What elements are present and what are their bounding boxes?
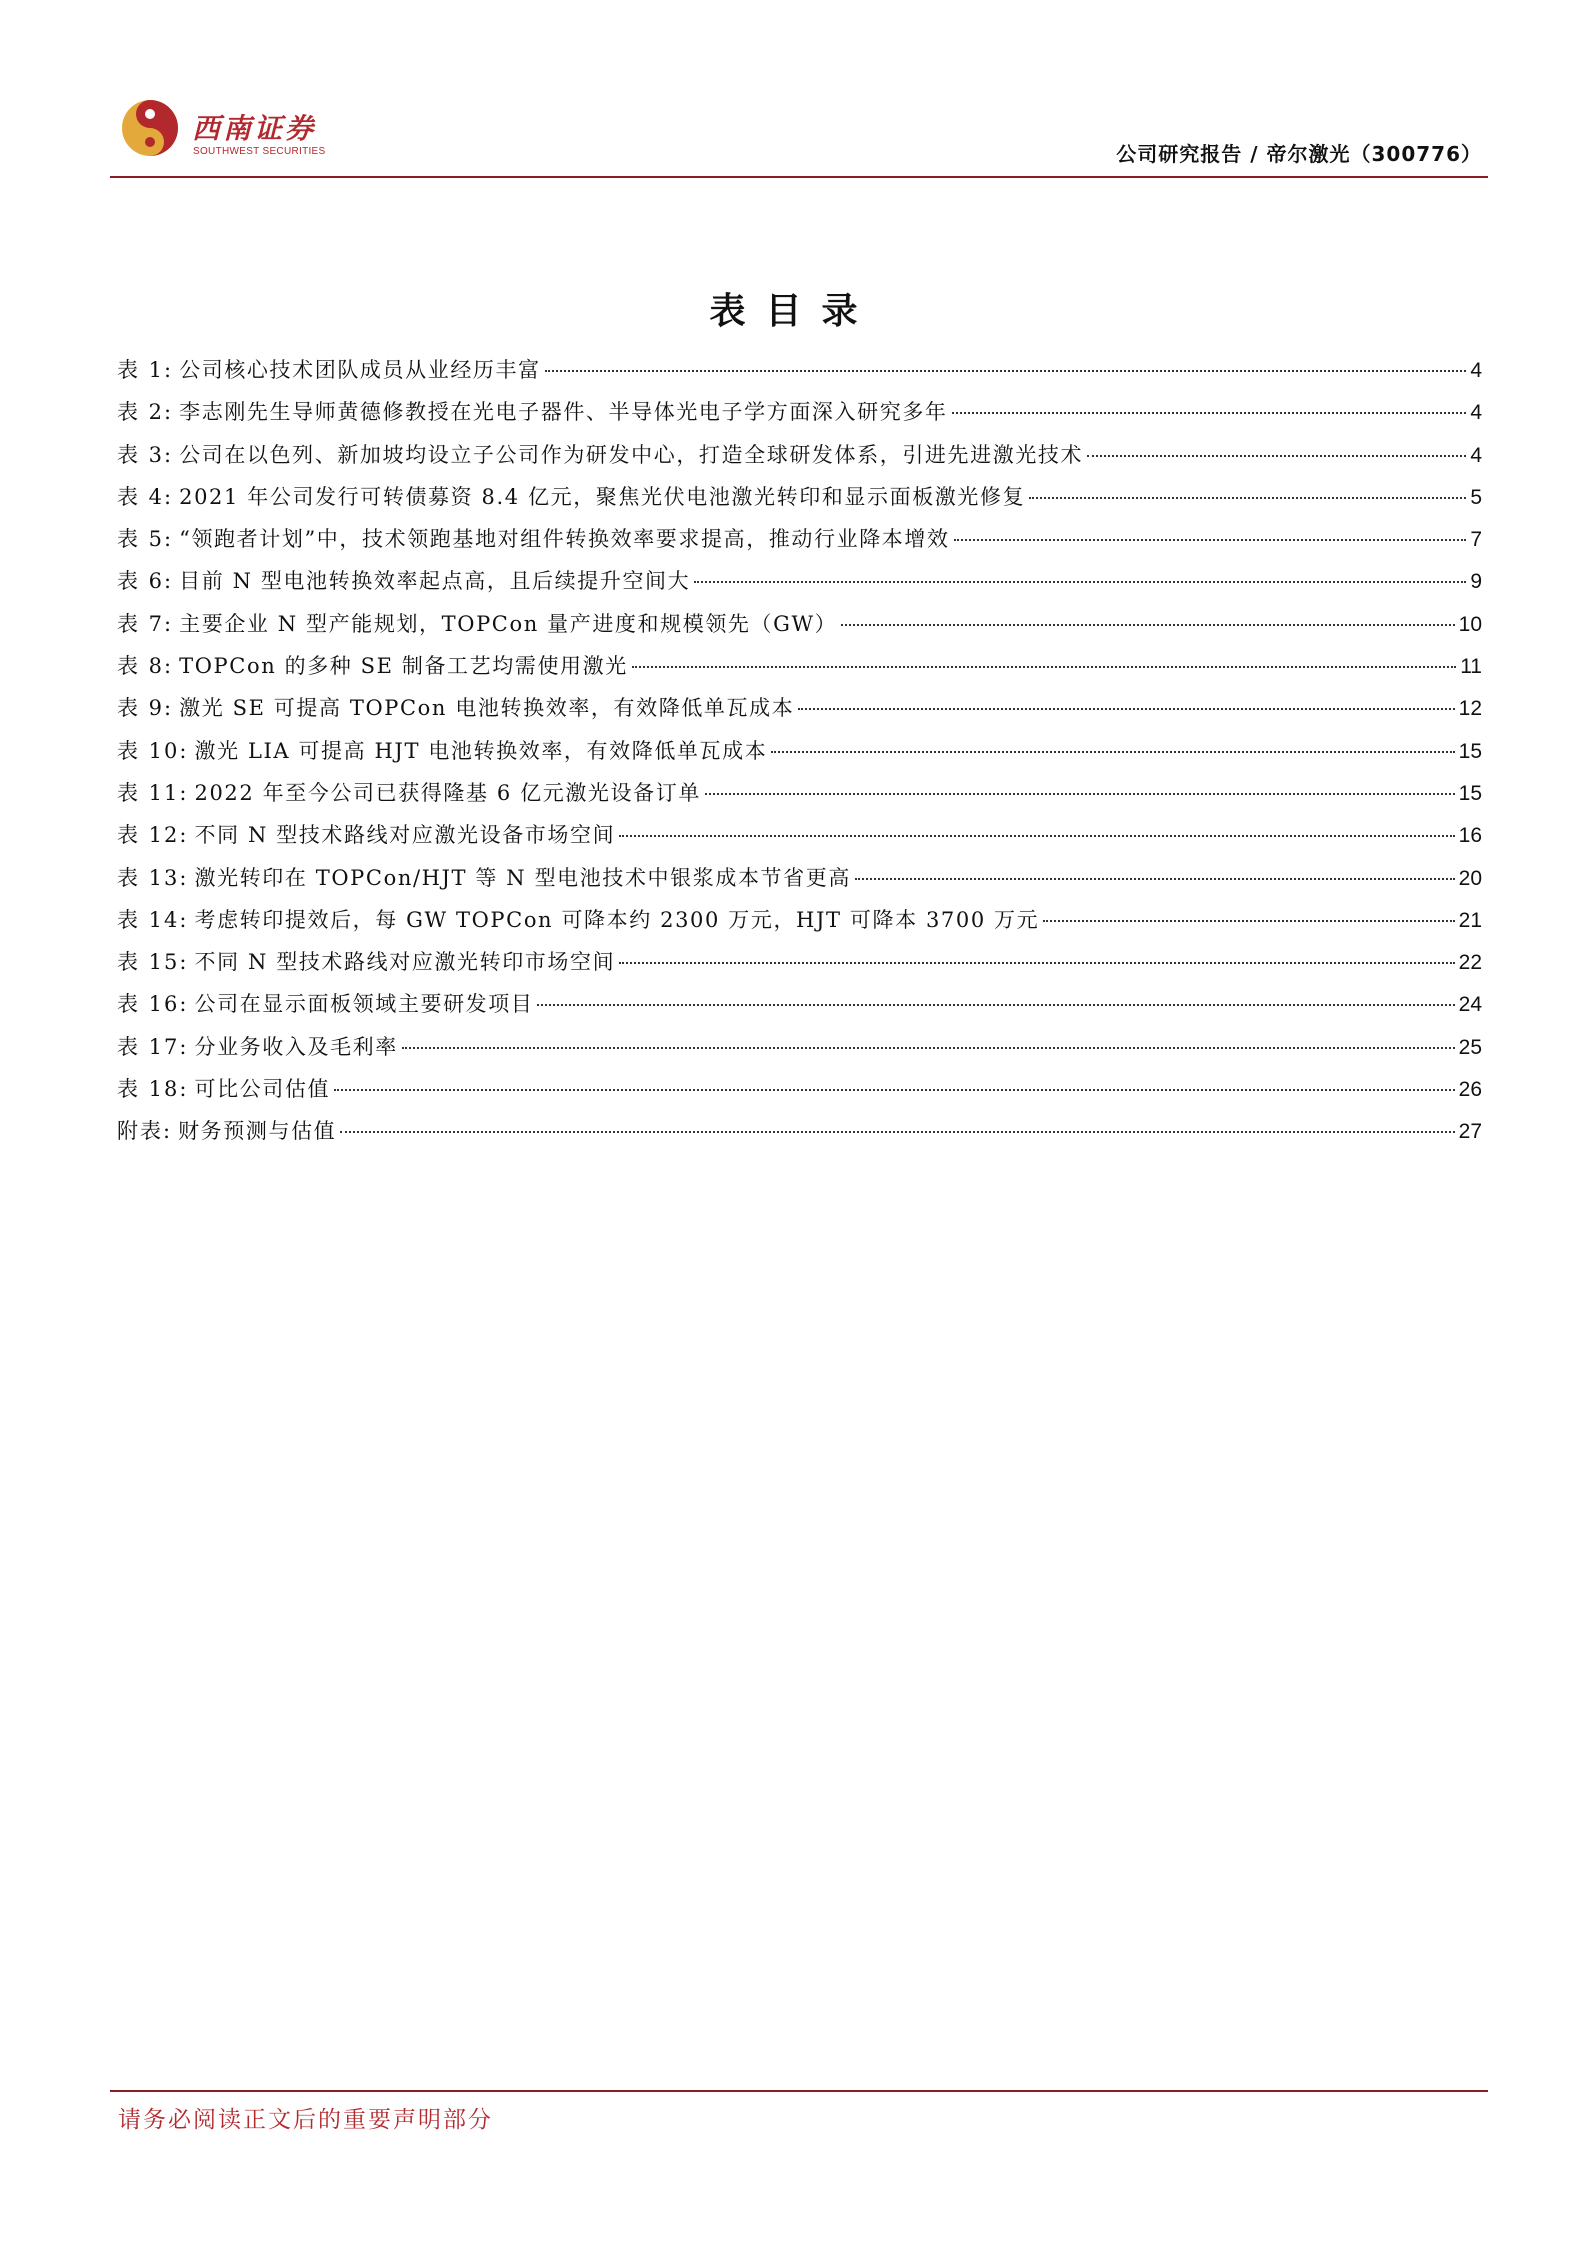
toc-dot-leader — [619, 835, 1454, 837]
header-divider — [110, 176, 1488, 178]
toc-entry-title: 公司在以色列、新加坡均设立子公司作为研发中心，打造全球研发体系，引进先进激光技术 — [179, 442, 1084, 467]
toc-entry-title: 可比公司估值 — [194, 1077, 331, 1102]
toc-entry-label: 附表: — [117, 1119, 173, 1144]
toc-dot-leader — [537, 1004, 1454, 1006]
toc-dot-leader — [619, 962, 1454, 964]
toc-entry-page: 5 — [1470, 485, 1482, 509]
toc-entry[interactable] — [117, 439, 1482, 481]
toc-entry-title: 公司在显示面板领域主要研发项目 — [194, 992, 534, 1017]
toc-entry-label: 表 9: — [117, 696, 174, 721]
toc-dot-leader — [402, 1047, 1455, 1049]
toc-entry-page: 21 — [1458, 908, 1482, 932]
toc-entry-title: 激光 LIA 可提高 HJT 电池转换效率，有效降低单瓦成本 — [194, 738, 768, 763]
toc-entry-page: 26 — [1458, 1078, 1482, 1102]
toc-entry[interactable] — [117, 988, 1482, 1030]
toc-dot-leader — [1043, 920, 1454, 922]
toc-dot-leader — [1087, 455, 1466, 457]
toc-entry-page: 4 — [1470, 443, 1482, 467]
logo-emblem-icon — [118, 96, 182, 160]
toc-entry[interactable] — [117, 1031, 1482, 1073]
toc-entry-page: 27 — [1458, 1120, 1482, 1144]
toc-entry[interactable] — [117, 354, 1482, 396]
toc-entry-page: 4 — [1470, 401, 1482, 425]
toc-dot-leader — [705, 793, 1455, 795]
toc-entry-title: 公司核心技术团队成员从业经历丰富 — [179, 358, 541, 382]
toc-entry[interactable] — [117, 862, 1482, 904]
report-label: 公司研究报告 / 帝尔激光（300776） — [1116, 142, 1482, 166]
toc-dot-leader — [545, 370, 1467, 372]
toc-entry-label: 表 17: — [117, 1034, 189, 1059]
toc-entry-page: 11 — [1460, 655, 1482, 679]
toc-entry-page: 15 — [1458, 739, 1482, 763]
toc-entry[interactable] — [117, 481, 1482, 523]
toc-entry-label: 表 7: — [117, 611, 174, 636]
toc-entry-label: 表 6: — [117, 569, 174, 594]
toc-entry[interactable] — [117, 946, 1482, 988]
toc-entry-title: 不同 N 型技术路线对应激光转印市场空间 — [194, 950, 616, 975]
toc-entry[interactable] — [117, 608, 1482, 650]
toc-dot-leader — [952, 412, 1467, 414]
footer-disclaimer: 请务必阅读正文后的重要声明部分 — [118, 2107, 493, 2133]
toc-entry-label: 表 2: — [117, 400, 174, 425]
toc-entry-label: 表 11: — [117, 780, 189, 805]
toc-entry-page: 12 — [1458, 697, 1482, 721]
toc-entry-page: 15 — [1458, 781, 1482, 805]
toc-entry[interactable] — [117, 819, 1482, 861]
toc-entry[interactable] — [117, 396, 1482, 438]
toc-entry-label: 表 3: — [117, 442, 174, 467]
toc-entry-title: 财务预测与估值 — [178, 1119, 337, 1144]
toc-entry-title: “领跑者计划”中，技术领跑基地对组件转换效率要求提高，推动行业降本增效 — [179, 527, 950, 552]
toc-entry-page: 16 — [1458, 824, 1482, 848]
toc-entry-page: 25 — [1458, 1035, 1482, 1059]
toc-entry-label: 表 5: — [117, 527, 174, 552]
toc-entry-title: 2022 年至今公司已获得隆基 6 亿元激光设备订单 — [194, 780, 701, 805]
toc-entry-page: 4 — [1470, 359, 1482, 382]
toc-entry[interactable] — [117, 735, 1482, 777]
footer-divider — [110, 2090, 1488, 2092]
toc-dot-leader — [632, 666, 1456, 668]
toc-entry-title: 分业务收入及毛利率 — [194, 1034, 398, 1059]
toc-dot-leader — [694, 581, 1466, 583]
toc-entry-label: 表 8: — [117, 654, 174, 679]
toc-entry-label: 表 13: — [117, 865, 189, 890]
toc-entry-label: 表 1: — [117, 358, 174, 382]
toc-entry-page: 7 — [1470, 528, 1482, 552]
toc-entry-label: 表 18: — [117, 1077, 189, 1102]
toc-entry[interactable] — [117, 565, 1482, 607]
toc-entry-page: 20 — [1458, 866, 1482, 890]
table-of-contents — [117, 354, 1482, 1158]
toc-entry-label: 表 10: — [117, 738, 189, 763]
toc-entry-title: 2021 年公司发行可转债募资 8.4 亿元，聚焦光伏电池激光转印和显示面板激光修复 — [179, 484, 1026, 509]
toc-dot-leader — [954, 539, 1467, 541]
toc-entry-label: 表 14: — [117, 907, 189, 932]
toc-entry-page: 22 — [1458, 951, 1482, 975]
logo-name-en: SOUTHWEST SECURITIES — [193, 146, 326, 157]
toc-dot-leader — [334, 1089, 1455, 1091]
toc-dot-leader — [798, 708, 1454, 710]
page-title: 表目录 — [709, 290, 878, 332]
toc-entry-title: 不同 N 型技术路线对应激光设备市场空间 — [194, 823, 616, 848]
toc-dot-leader — [1029, 497, 1466, 499]
toc-entry-page: 9 — [1470, 570, 1482, 594]
toc-entry-title: 激光转印在 TOPCon/HJT 等 N 型电池技术中银浆成本节省更高 — [194, 865, 851, 890]
toc-entry[interactable] — [117, 904, 1482, 946]
toc-entry-title: 激光 SE 可提高 TOPCon 电池转换效率，有效降低单瓦成本 — [179, 696, 795, 721]
toc-entry[interactable] — [117, 692, 1482, 734]
toc-entry-page: 10 — [1458, 612, 1482, 636]
toc-entry-page: 24 — [1458, 993, 1482, 1017]
toc-entry-title: 考虑转印提效后，每 GW TOPCon 可降本约 2300 万元，HJT 可降本 3700 万元 — [194, 907, 1040, 932]
toc-entry-title: 李志刚先生导师黄德修教授在光电子器件、半导体光电子学方面深入研究多年 — [179, 400, 948, 425]
toc-entry-title: 目前 N 型电池转换效率起点高，且后续提升空间大 — [179, 569, 691, 594]
toc-entry[interactable] — [117, 650, 1482, 692]
logo-name-cn: 西南证券 — [192, 112, 317, 145]
toc-entry[interactable] — [117, 777, 1482, 819]
toc-dot-leader — [841, 624, 1454, 626]
toc-entry-label: 表 15: — [117, 950, 189, 975]
toc-entry[interactable] — [117, 523, 1482, 565]
toc-entry[interactable] — [117, 1115, 1482, 1157]
toc-dot-leader — [340, 1131, 1454, 1133]
toc-entry-label: 表 12: — [117, 823, 189, 848]
company-logo — [118, 96, 378, 166]
toc-entry[interactable] — [117, 1073, 1482, 1115]
toc-entry-title: 主要企业 N 型产能规划，TOPCon 量产进度和规模领先（GW） — [179, 611, 838, 636]
toc-entry-label: 表 4: — [117, 484, 174, 509]
toc-entry-label: 表 16: — [117, 992, 189, 1017]
toc-dot-leader — [771, 751, 1454, 753]
toc-dot-leader — [855, 878, 1455, 880]
toc-entry-title: TOPCon 的多种 SE 制备工艺均需使用激光 — [179, 654, 628, 679]
